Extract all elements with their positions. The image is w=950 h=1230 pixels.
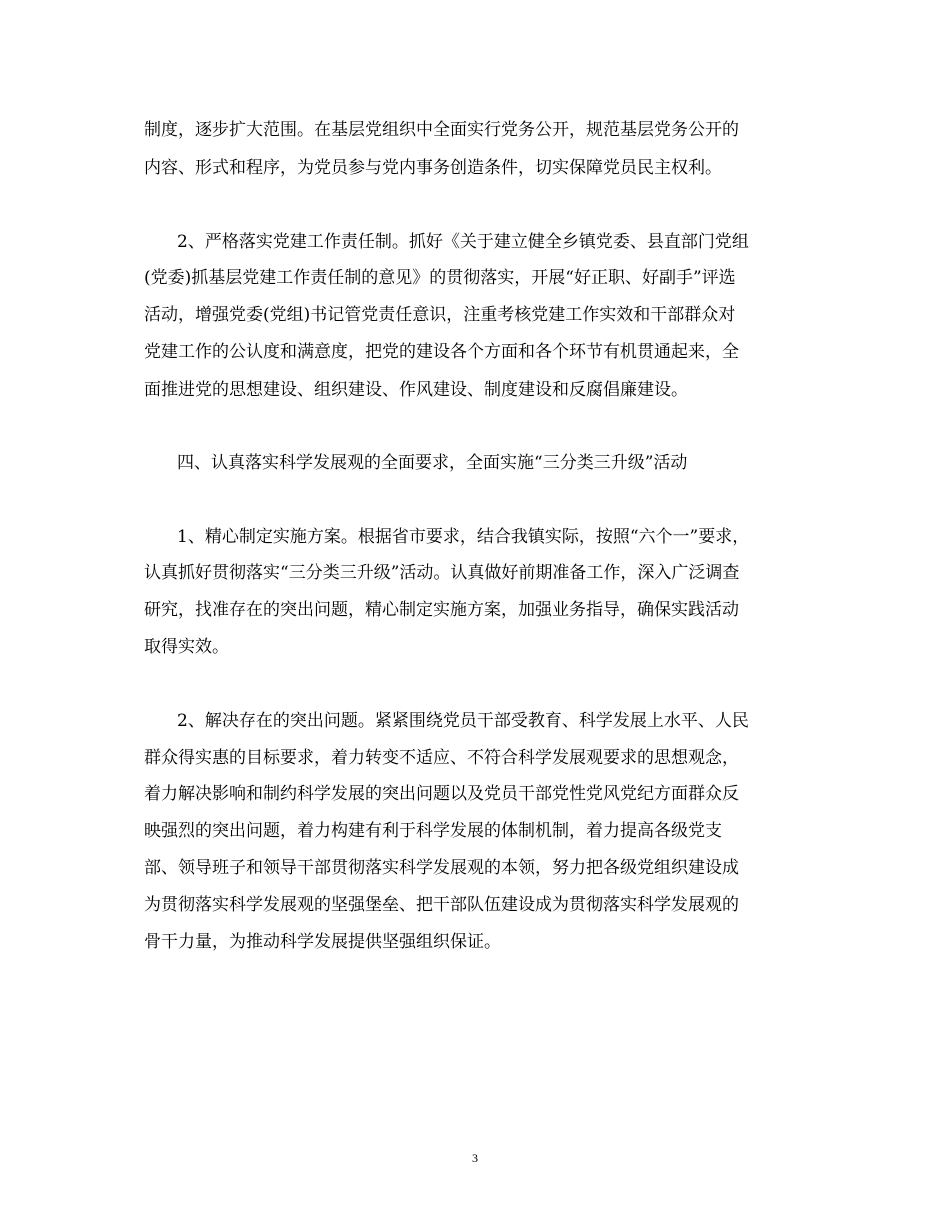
- heading-line: 四、认真落实科学发展观的全面要求，全面实施“三分类三升级”活动: [177, 453, 688, 473]
- paragraph-line: 1、精心制定实施方案。根据省市要求，结合我镇实际，按照“六个一”要求，: [177, 527, 750, 547]
- paragraph-line: 2、严格落实党建工作责任制。抓好《关于建立健全乡镇党委、县直部门党组: [177, 232, 749, 252]
- paragraph-line: 内容、形式和程序，为党员参与党内事务创造条件，切实保障党员民主权利。: [144, 158, 722, 178]
- paragraph-line: 党建工作的公认度和满意度，把党的建设各个方面和各个环节有机贯通起来，全: [144, 342, 739, 362]
- paragraph-line: 着力解决影响和制约科学发展的突出问题以及党员干部党性党风党纪方面群众反: [144, 784, 739, 804]
- paragraph-line: 为贯彻落实科学发展观的坚强堡垒、把干部队伍建设成为贯彻落实科学发展观的: [144, 895, 739, 915]
- paragraph-line: 2、解决存在的突出问题。紧紧围绕党员干部受教育、科学发展上水平、人民: [177, 711, 749, 731]
- page-number: 3: [472, 1151, 478, 1165]
- paragraph-line: 部、领导班子和领导干部贯彻落实科学发展观的本领，努力把各级党组织建设成: [144, 858, 739, 878]
- paragraph-line: 面推进党的思想建设、组织建设、作风建设、制度建设和反腐倡廉建设。: [144, 380, 688, 400]
- paragraph-line: 认真抓好贯彻落实“三分类三升级”活动。认真做好前期准备工作，深入广泛调查: [144, 563, 740, 583]
- paragraph-line: 取得实效。: [144, 637, 229, 657]
- paragraph-line: 活动，增强党委(党组)书记管党责任意识，注重考核党建工作实效和干部群众对: [144, 305, 736, 325]
- paragraph-line: 映强烈的突出问题，着力构建有利于科学发展的体制机制，着力提高各级党支: [144, 821, 722, 841]
- paragraph-line: 制度，逐步扩大范围。在基层党组织中全面实行党务公开，规范基层党务公开的: [144, 120, 739, 140]
- paragraph-line: 研究，找准存在的突出问题，精心制定实施方案，加强业务指导，确保实践活动: [144, 600, 739, 620]
- paragraph-line: 骨干力量，为推动科学发展提供坚强组织保证。: [144, 932, 501, 952]
- paragraph-line: (党委)抓基层党建工作责任制的意见》的贯彻落实，开展“好正职、好副手”评选: [144, 268, 736, 288]
- paragraph-line: 群众得实惠的目标要求，着力转变不适应、不符合科学发展观要求的思想观念，: [144, 748, 739, 768]
